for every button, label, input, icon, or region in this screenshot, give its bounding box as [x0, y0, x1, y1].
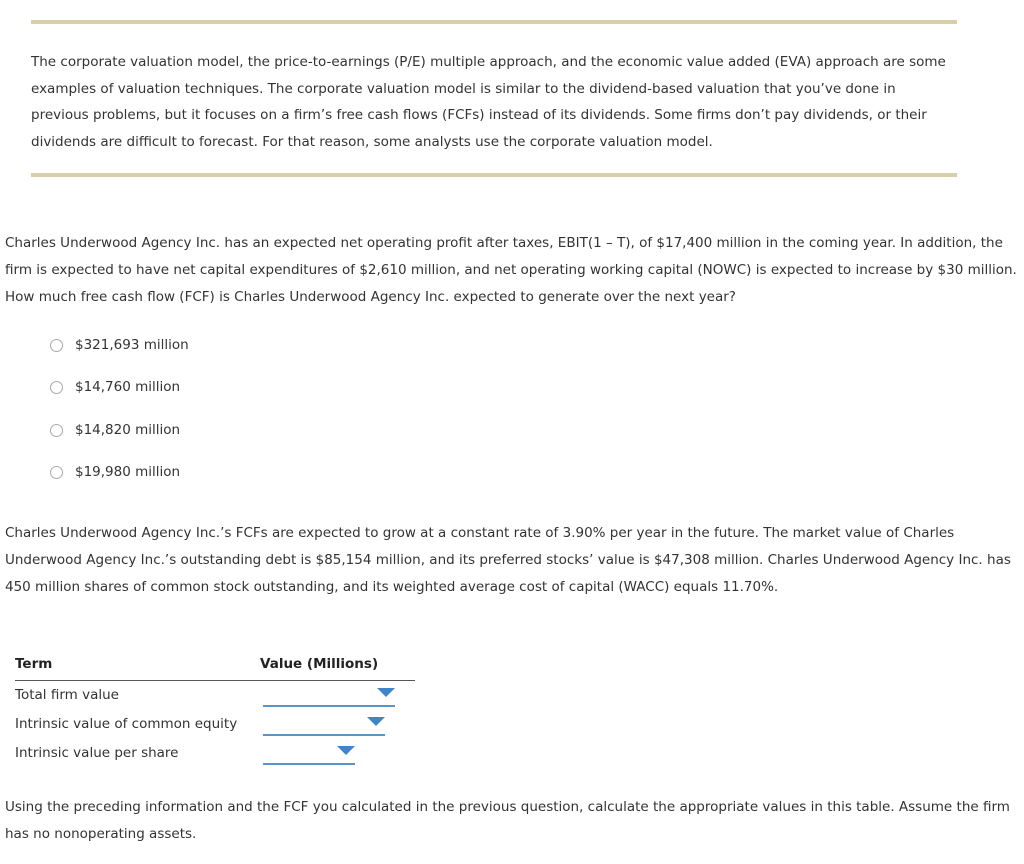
column-header-term: Term: [15, 656, 53, 672]
row-label-intrinsic-value-per-share: Intrinsic value per share: [15, 745, 179, 761]
header-divider: [15, 680, 415, 681]
total-firm-value-dropdown[interactable]: [263, 685, 395, 707]
question-2-text: Charles Underwood Agency Inc.’s FCFs are expected to grow at a constant rate of 3.90% per year in the future. The market value of Charles Underwood Agency Inc.’s outstanding debt is $85,154 million, and its preferred stocks’ value is $47,308 million. Charles Underwood Agency Inc. has 450 million shares of common stock outstanding, and its weighted average cost of capital (WACC) equals 11.70%.: [5, 525, 1011, 595]
answer-option-label: $14,820 million: [75, 422, 181, 438]
answer-option-label: $19,980 million: [75, 464, 181, 480]
answer-option-2[interactable]: [50, 376, 250, 398]
radio-button-icon[interactable]: [50, 424, 63, 437]
caret-down-icon[interactable]: [377, 688, 395, 697]
intrinsic-value-equity-dropdown[interactable]: [263, 714, 385, 736]
caret-down-icon[interactable]: [337, 746, 355, 755]
row-label-total-firm-value: Total firm value: [15, 687, 119, 703]
caret-down-icon[interactable]: [367, 717, 385, 726]
answer-option-4[interactable]: [50, 461, 250, 483]
answer-option-3[interactable]: [50, 419, 250, 441]
answer-option-1[interactable]: [50, 334, 250, 356]
question-3-text: Using the preceding information and the FCF you calculated in the previous question, calculate the appropriate values in this table. Assume the firm has no nonoperating assets.: [5, 799, 1010, 842]
intrinsic-value-per-share-dropdown[interactable]: [263, 743, 355, 765]
row-label-intrinsic-value-equity: Intrinsic value of common equity: [15, 716, 238, 732]
question-1-text: Charles Underwood Agency Inc. has an expected net operating profit after taxes, EBIT(1 – T), of $17,400 million in the coming year. In addition, the firm is expected to have net capital expenditures of $2,610 million, and net operating working capital (NOWC) is expected to increase by $30 million. How much free cash flow (FCF) is Charles Underwood Agency Inc. expected to generate over the next year?: [5, 235, 1017, 305]
radio-button-icon[interactable]: [50, 381, 63, 394]
intro-text: The corporate valuation model, the price-to-earnings (P/E) multiple approach, and the economic value added (EVA) approach are some examples of valuation techniques. The corporate valuation model is similar to the dividend-based valuation that you’ve done in previous problems, but it focuses on a firm’s free cash flows (FCFs) instead of its dividends. Some firms don’t pay dividends, or their dividends are difficult to forecast. For that reason, some analysts use the corporate valuation model.: [31, 54, 946, 150]
column-header-value: Value (Millions): [260, 656, 379, 672]
answer-option-label: $321,693 million: [75, 337, 189, 353]
answer-option-label: $14,760 million: [75, 379, 181, 395]
radio-button-icon[interactable]: [50, 466, 63, 479]
radio-button-icon[interactable]: [50, 339, 63, 352]
intro-panel: [31, 20, 957, 177]
